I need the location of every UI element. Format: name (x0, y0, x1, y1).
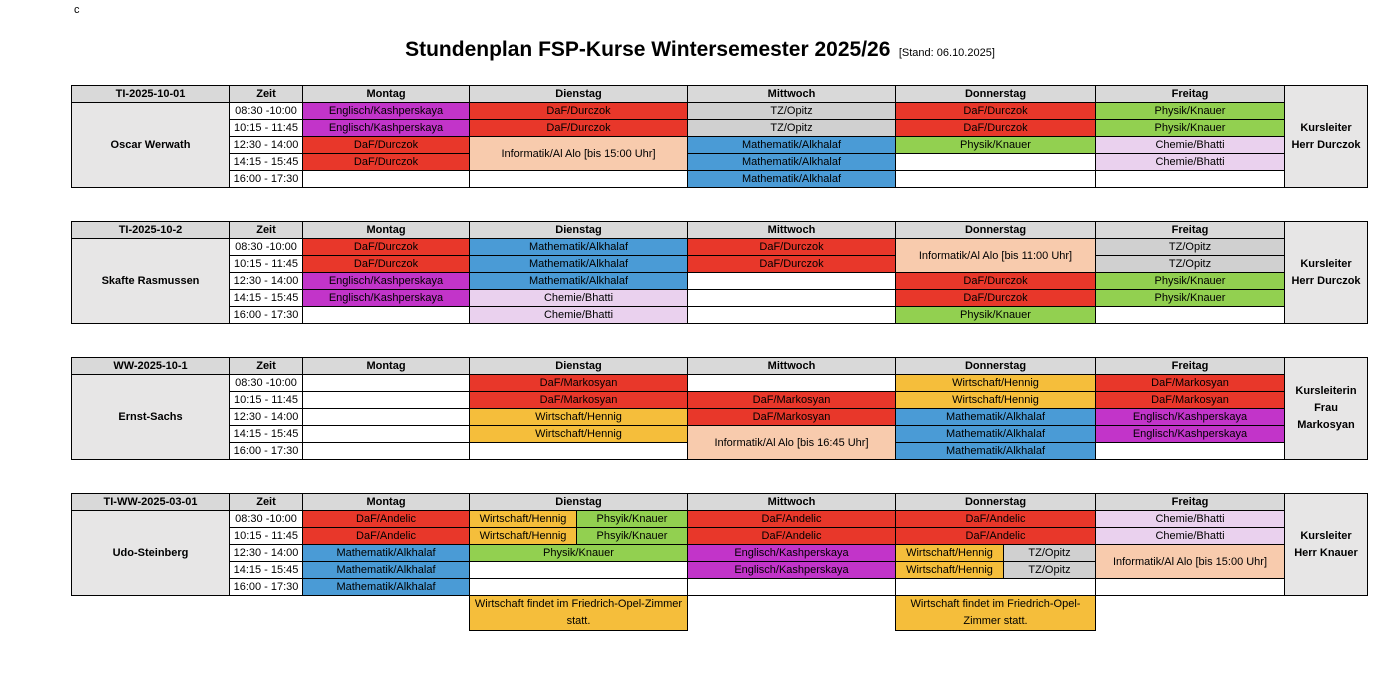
kursleiter-name: Herr Knauer (1294, 546, 1358, 559)
corner-mark: c (74, 4, 80, 16)
class-cell: Englisch/Kashperskaya (303, 103, 470, 120)
empty-cell (1096, 307, 1285, 324)
class-cell: Physik/Knauer (1096, 120, 1285, 137)
header-row (72, 358, 1368, 375)
time-row (72, 171, 1368, 188)
class-cell: Wirtschaft/Hennig (896, 545, 1004, 562)
class-cell: Mathematik/Alkhalaf (303, 545, 470, 562)
time-slot: 08:30 -10:00 (230, 375, 303, 392)
class-cell: DaF/Durczok (896, 103, 1096, 120)
time-row (72, 579, 1368, 596)
column-header-donnerstag: Donnerstag (896, 358, 1096, 375)
class-cell: TZ/Opitz (688, 103, 896, 120)
time-slot: 14:15 - 15:45 (230, 290, 303, 307)
column-header-montag: Montag (303, 222, 470, 239)
class-cell: TZ/Opitz (1004, 545, 1096, 562)
empty-cell (303, 409, 470, 426)
class-cell: Physik/Knauer (1096, 103, 1285, 120)
class-cell: Chemie/Bhatti (1096, 154, 1285, 171)
class-cell: Mathematik/Alkhalaf (688, 154, 896, 171)
class-cell: Chemie/Bhatti (470, 307, 688, 324)
course-code: TI-2025-10-01 (72, 86, 230, 103)
class-cell: Physik/Knauer (896, 137, 1096, 154)
class-cell: DaF/Andelic (303, 528, 470, 545)
empty-cell (303, 392, 470, 409)
time-slot: 16:00 - 17:30 (230, 171, 303, 188)
column-header-donnerstag: Donnerstag (896, 86, 1096, 103)
column-header-mittwoch: Mittwoch (688, 86, 896, 103)
class-cell: Phsyik/Knauer (577, 528, 688, 545)
participant-name: Ernst-Sachs (72, 375, 230, 460)
schedule-table-ww-2025-10-1 (71, 357, 1368, 460)
time-slot: 10:15 - 11:45 (230, 392, 303, 409)
class-cell: TZ/Opitz (1004, 562, 1096, 579)
column-header-freitag: Freitag (1096, 86, 1285, 103)
class-cell: DaF/Durczok (303, 137, 470, 154)
time-slot: 08:30 -10:00 (230, 239, 303, 256)
kursleiter-name: Herr Durczok (1291, 138, 1361, 151)
class-cell: DaF/Markosyan (470, 392, 688, 409)
empty-cell (303, 426, 470, 443)
header-row (72, 494, 1368, 511)
empty-cell (470, 171, 688, 188)
column-header-montag: Montag (303, 86, 470, 103)
column-header-mittwoch: Mittwoch (688, 358, 896, 375)
participant-name: Udo-Steinberg (72, 511, 230, 596)
class-cell: Englisch/Kashperskaya (303, 290, 470, 307)
header-row (72, 222, 1368, 239)
time-row (72, 273, 1368, 290)
class-cell: DaF/Durczok (688, 239, 896, 256)
column-header-mittwoch: Mittwoch (688, 494, 896, 511)
class-cell: Mathematik/Alkhalaf (303, 579, 470, 596)
class-cell: DaF/Andelic (688, 528, 896, 545)
column-header-freitag: Freitag (1096, 494, 1285, 511)
time-slot: 16:00 - 17:30 (230, 443, 303, 460)
empty-cell (1096, 171, 1285, 188)
empty-cell (1096, 443, 1285, 460)
class-cell: DaF/Andelic (896, 511, 1096, 528)
empty-cell (688, 375, 896, 392)
empty-cell (303, 307, 470, 324)
class-cell: DaF/Durczok (896, 290, 1096, 307)
note-row (72, 596, 1368, 631)
time-slot: 10:15 - 11:45 (230, 256, 303, 273)
class-cell: Englisch/Kashperskaya (303, 273, 470, 290)
class-cell: DaF/Markosyan (1096, 375, 1285, 392)
class-cell: Mathematik/Alkhalaf (470, 256, 688, 273)
class-cell: Englisch/Kashperskaya (303, 120, 470, 137)
time-row (72, 239, 1368, 256)
class-cell: Physik/Knauer (1096, 273, 1285, 290)
class-cell: DaF/Durczok (303, 154, 470, 171)
column-header-zeit: Zeit (230, 86, 303, 103)
time-slot: 12:30 - 14:00 (230, 273, 303, 290)
schedule-table-ti-ww-2025-03-01 (71, 493, 1368, 631)
stand-date: [Stand: 06.10.2025] (898, 47, 995, 59)
empty-cell (896, 171, 1096, 188)
time-slot: 12:30 - 14:00 (230, 545, 303, 562)
empty-cell (896, 579, 1096, 596)
class-cell: Informatik/Al Alo [bis 16:45 Uhr] (688, 426, 896, 460)
class-cell: DaF/Markosyan (688, 392, 896, 409)
note-donnerstag: Wirtschaft findet im Friedrich-Opel-Zimmer statt. (896, 596, 1096, 631)
class-cell: Wirtschaft/Hennig (470, 409, 688, 426)
class-cell: Englisch/Kashperskaya (1096, 426, 1285, 443)
class-cell: DaF/Markosyan (1096, 392, 1285, 409)
class-cell: TZ/Opitz (1096, 256, 1285, 273)
empty-cell (1096, 579, 1285, 596)
class-cell: DaF/Durczok (896, 273, 1096, 290)
class-cell: Physik/Knauer (896, 307, 1096, 324)
kursleiter-cell (1285, 222, 1368, 324)
schedule-table-ti-2025-10-2 (71, 221, 1368, 324)
class-cell: TZ/Opitz (688, 120, 896, 137)
class-cell: Informatik/Al Alo [bis 11:00 Uhr] (896, 239, 1096, 273)
empty-cell (688, 579, 896, 596)
kursleiter-label: Kursleiter (1300, 257, 1352, 270)
time-row (72, 375, 1368, 392)
time-slot: 12:30 - 14:00 (230, 409, 303, 426)
time-slot: 14:15 - 15:45 (230, 426, 303, 443)
page-header (0, 38, 1400, 62)
column-header-donnerstag: Donnerstag (896, 222, 1096, 239)
kursleiter-cell (1285, 494, 1368, 596)
column-header-zeit: Zeit (230, 494, 303, 511)
class-cell: Informatik/Al Alo [bis 15:00 Uhr] (1096, 545, 1285, 579)
empty-cell (688, 307, 896, 324)
class-cell: Physik/Knauer (470, 545, 688, 562)
kursleiter-label: Kursleiter (1300, 121, 1352, 134)
class-cell: Wirtschaft/Hennig (896, 375, 1096, 392)
time-slot: 14:15 - 15:45 (230, 154, 303, 171)
class-cell: DaF/Andelic (688, 511, 896, 528)
time-slot: 10:15 - 11:45 (230, 528, 303, 545)
time-slot: 16:00 - 17:30 (230, 579, 303, 596)
class-cell: TZ/Opitz (1096, 239, 1285, 256)
class-cell: DaF/Durczok (470, 103, 688, 120)
kursleiter-cell (1285, 358, 1368, 460)
class-cell: Mathematik/Alkhalaf (896, 443, 1096, 460)
class-cell: Mathematik/Alkhalaf (470, 273, 688, 290)
empty-cell (470, 443, 688, 460)
class-cell: Englisch/Kashperskaya (688, 562, 896, 579)
participant-name: Oscar Werwath (72, 103, 230, 188)
time-row (72, 290, 1368, 307)
column-header-mittwoch: Mittwoch (688, 222, 896, 239)
class-cell: Mathematik/Alkhalaf (896, 409, 1096, 426)
empty-cell (688, 290, 896, 307)
empty-cell (303, 443, 470, 460)
column-header-freitag: Freitag (1096, 222, 1285, 239)
class-cell: Chemie/Bhatti (470, 290, 688, 307)
time-row (72, 409, 1368, 426)
kursleiter-label: Kursleiter (1300, 529, 1352, 542)
kursleiter-label: Kursleiterin (1295, 385, 1357, 397)
schedule-table-ti-2025-10-01 (71, 85, 1368, 188)
class-cell: Wirtschaft/Hennig (470, 511, 577, 528)
column-header-dienstag: Dienstag (470, 358, 688, 375)
empty-cell (303, 375, 470, 392)
time-slot: 14:15 - 15:45 (230, 562, 303, 579)
class-cell: Mathematik/Alkhalaf (688, 171, 896, 188)
class-cell: Physik/Knauer (1096, 290, 1285, 307)
kursleiter-name: Herr Durczok (1291, 274, 1361, 287)
column-header-donnerstag: Donnerstag (896, 494, 1096, 511)
class-cell: Phsyik/Knauer (577, 511, 688, 528)
course-code: WW-2025-10-1 (72, 358, 230, 375)
empty-cell (688, 273, 896, 290)
class-cell: Chemie/Bhatti (1096, 511, 1285, 528)
class-cell: DaF/Markosyan (470, 375, 688, 392)
time-slot: 12:30 - 14:00 (230, 137, 303, 154)
column-header-montag: Montag (303, 494, 470, 511)
time-row (72, 528, 1368, 545)
course-code: TI-2025-10-2 (72, 222, 230, 239)
class-cell: Wirtschaft/Hennig (896, 392, 1096, 409)
time-slot: 10:15 - 11:45 (230, 120, 303, 137)
empty-cell (303, 171, 470, 188)
class-cell: Englisch/Kashperskaya (1096, 409, 1285, 426)
class-cell: DaF/Durczok (896, 120, 1096, 137)
column-header-freitag: Freitag (1096, 358, 1285, 375)
time-row (72, 511, 1368, 528)
class-cell: DaF/Markosyan (688, 409, 896, 426)
column-header-zeit: Zeit (230, 358, 303, 375)
column-header-zeit: Zeit (230, 222, 303, 239)
class-cell: DaF/Andelic (896, 528, 1096, 545)
class-cell: Mathematik/Alkhalaf (303, 562, 470, 579)
time-row (72, 307, 1368, 324)
class-cell: DaF/Andelic (303, 511, 470, 528)
column-header-dienstag: Dienstag (470, 494, 688, 511)
empty-cell (896, 154, 1096, 171)
time-slot: 08:30 -10:00 (230, 103, 303, 120)
participant-name: Skafte Rasmussen (72, 239, 230, 324)
kursleiter-title: Frau (1314, 402, 1338, 414)
kursleiter-name: Markosyan (1297, 419, 1355, 431)
kursleiter-cell (1285, 86, 1368, 188)
header-row (72, 86, 1368, 103)
note-dienstag: Wirtschaft findet im Friedrich-Opel-Zimmer statt. (470, 596, 688, 631)
class-cell: Wirtschaft/Hennig (896, 562, 1004, 579)
class-cell: Mathematik/Alkhalaf (896, 426, 1096, 443)
column-header-dienstag: Dienstag (470, 86, 688, 103)
class-cell: Chemie/Bhatti (1096, 528, 1285, 545)
class-cell: DaF/Durczok (303, 239, 470, 256)
class-cell: Wirtschaft/Hennig (470, 426, 688, 443)
class-cell: Mathematik/Alkhalaf (470, 239, 688, 256)
course-code: TI-WW-2025-03-01 (72, 494, 230, 511)
time-row (72, 545, 1368, 562)
class-cell: DaF/Durczok (688, 256, 896, 273)
empty-cell (470, 579, 688, 596)
time-row (72, 426, 1368, 443)
time-row (72, 154, 1368, 171)
time-slot: 16:00 - 17:30 (230, 307, 303, 324)
time-row (72, 103, 1368, 120)
class-cell: DaF/Durczok (470, 120, 688, 137)
class-cell: Informatik/Al Alo [bis 15:00 Uhr] (470, 137, 688, 171)
empty-cell (470, 562, 688, 579)
class-cell: DaF/Durczok (303, 256, 470, 273)
time-row (72, 120, 1368, 137)
class-cell: Wirtschaft/Hennig (470, 528, 577, 545)
page-title: Stundenplan FSP-Kurse Wintersemester 2025/26 (405, 38, 891, 61)
class-cell: Englisch/Kashperskaya (688, 545, 896, 562)
time-row (72, 137, 1368, 154)
time-row (72, 256, 1368, 273)
time-row (72, 392, 1368, 409)
class-cell: Mathematik/Alkhalaf (688, 137, 896, 154)
column-header-montag: Montag (303, 358, 470, 375)
column-header-dienstag: Dienstag (470, 222, 688, 239)
class-cell: Chemie/Bhatti (1096, 137, 1285, 154)
time-slot: 08:30 -10:00 (230, 511, 303, 528)
